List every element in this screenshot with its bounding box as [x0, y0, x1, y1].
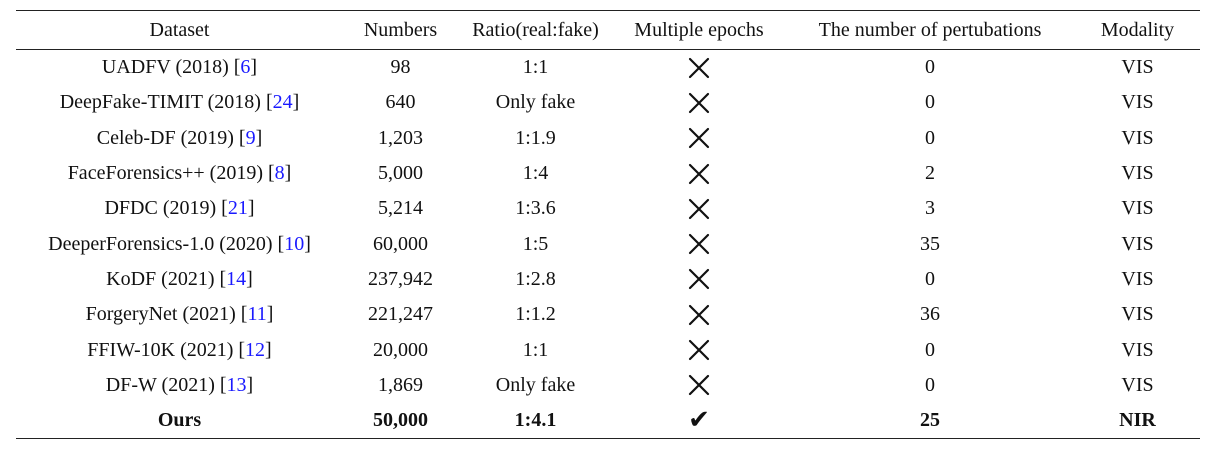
citation-link[interactable]: 6 [240, 56, 251, 79]
dataset-cell [16, 85, 343, 120]
citation-bracket: ] [292, 91, 300, 114]
pertubations-cell: 0 [925, 126, 935, 149]
multiple-epochs-cell [613, 368, 785, 403]
multiple-epochs-cell [613, 121, 785, 156]
table-row [16, 50, 1200, 86]
cross-icon [613, 198, 785, 220]
dataset-name: ForgeryNet (2021) [ [85, 303, 248, 326]
ratio-cell: 1:2.8 [515, 267, 556, 290]
citation-bracket: ] [255, 126, 263, 149]
ratio-cell: 1:3.6 [515, 197, 556, 220]
citation-link[interactable]: 11 [247, 303, 267, 326]
modality-cell: VIS [1121, 197, 1154, 220]
dataset-name: UADFV (2018) [ [101, 56, 241, 79]
dataset-name: FFIW-10K (2021) [ [87, 338, 246, 361]
multiple-epochs-cell [613, 297, 785, 332]
dataset-name: DeepFake-TIMIT (2018) [ [59, 91, 273, 114]
pertubations-cell: 0 [925, 91, 935, 114]
numbers-cell: 20,000 [373, 338, 428, 361]
col-header-ratio: Ratio(real:fake) [458, 11, 613, 50]
multiple-epochs-cell [613, 403, 785, 439]
modality-cell: VIS [1121, 338, 1154, 361]
citation-link[interactable]: 8 [274, 162, 285, 185]
check-icon: ✔ [688, 405, 710, 436]
citation-bracket: ] [246, 267, 253, 290]
modality-cell: VIS [1121, 91, 1154, 114]
modality-cell: VIS [1121, 126, 1154, 149]
multiple-epochs-cell [613, 85, 785, 120]
citation-bracket: ] [284, 162, 292, 185]
modality-cell: VIS [1121, 267, 1154, 290]
col-header-dataset: Dataset [16, 11, 343, 50]
ratio-cell: Only fake [495, 373, 576, 396]
numbers-cell: 60,000 [373, 232, 428, 255]
modality-cell: VIS [1121, 373, 1154, 396]
ratio-cell: 1:1 [522, 56, 549, 79]
dataset-cell [16, 121, 343, 156]
table-row [16, 226, 1200, 261]
dataset-name: DeeperForensics-1.0 (2020) [ [48, 232, 285, 255]
numbers-cell: 237,942 [368, 267, 433, 290]
pertubations-cell: 0 [925, 267, 935, 290]
table-row [16, 368, 1200, 403]
pertubations-cell: 2 [925, 162, 935, 185]
multiple-epochs-cell [613, 332, 785, 367]
numbers-cell: 1,869 [378, 373, 423, 396]
cross-icon [613, 57, 785, 79]
col-header-modality: Modality [1075, 11, 1200, 50]
table-body [16, 50, 1200, 439]
dataset-name: KoDF (2021) [ [106, 267, 227, 290]
citation-link[interactable]: 14 [226, 267, 247, 290]
table-row [16, 85, 1200, 120]
pertubations-cell: 0 [925, 373, 935, 396]
multiple-epochs-cell [613, 191, 785, 226]
dataset-name: FaceForensics++ (2019) [ [67, 162, 275, 185]
multiple-epochs-cell [613, 156, 785, 191]
col-header-numbers: Numbers [343, 11, 458, 50]
dataset-cell [16, 262, 343, 297]
citation-bracket: ] [266, 303, 274, 326]
citation-link[interactable]: 21 [227, 197, 248, 220]
citation-bracket: ] [250, 56, 258, 79]
citation-link[interactable]: 13 [226, 373, 247, 396]
ratio-cell: 1:4.1 [458, 403, 613, 439]
numbers-cell: 98 [390, 56, 411, 79]
numbers-cell: 1,203 [378, 126, 423, 149]
pertubations-cell: 36 [920, 303, 940, 326]
citation-link[interactable]: 9 [245, 126, 256, 149]
pertubations-cell: 25 [785, 403, 1075, 439]
citation-bracket: ] [247, 197, 255, 220]
cross-icon [613, 339, 785, 361]
dataset-cell [16, 191, 343, 226]
numbers-cell: 221,247 [368, 303, 433, 326]
dataset-cell [16, 368, 343, 403]
modality-cell: VIS [1121, 162, 1154, 185]
modality-cell: VIS [1121, 232, 1154, 255]
modality-cell: VIS [1121, 56, 1154, 79]
dataset-comparison-table [16, 10, 1200, 439]
dataset-cell [16, 50, 343, 86]
numbers-cell: 5,000 [378, 162, 423, 185]
multiple-epochs-cell [613, 50, 785, 86]
cross-icon [613, 268, 785, 290]
ratio-cell: 1:4 [522, 162, 549, 185]
pertubations-cell: 3 [925, 197, 935, 220]
dataset-name: Celeb-DF (2019) [ [96, 126, 246, 149]
ratio-cell: 1:1 [522, 338, 549, 361]
table-row [16, 403, 1200, 439]
col-header-multiple-epochs: Multiple epochs [613, 11, 785, 50]
ratio-cell: 1:1.2 [515, 303, 556, 326]
cross-icon [613, 127, 785, 149]
modality-cell: NIR [1075, 403, 1200, 439]
pertubations-cell: 0 [925, 56, 935, 79]
pertubations-cell: 0 [925, 338, 935, 361]
cross-icon [613, 374, 785, 396]
dataset-name: DF-W (2021) [ [105, 373, 227, 396]
cross-icon [613, 163, 785, 185]
col-header-pertubations: The number of pertubations [785, 11, 1075, 50]
citation-link[interactable]: 12 [245, 338, 266, 361]
citation-bracket: ] [246, 373, 254, 396]
numbers-cell: 640 [385, 91, 416, 114]
modality-cell: VIS [1121, 303, 1154, 326]
ratio-cell: 1:5 [522, 232, 549, 255]
dataset-cell [16, 226, 343, 261]
numbers-cell: 50,000 [343, 403, 458, 439]
cross-icon [613, 304, 785, 326]
table-row [16, 191, 1200, 226]
dataset-cell [16, 332, 343, 367]
dataset-cell [16, 297, 343, 332]
numbers-cell: 5,214 [378, 197, 423, 220]
dataset-cell [16, 156, 343, 191]
table-row [16, 121, 1200, 156]
table-row [16, 156, 1200, 191]
citation-bracket: ] [265, 338, 272, 361]
cross-icon [613, 233, 785, 255]
multiple-epochs-cell [613, 262, 785, 297]
ratio-cell: Only fake [495, 91, 576, 114]
citation-bracket: ] [304, 232, 311, 255]
table-row [16, 297, 1200, 332]
citation-link[interactable]: 10 [284, 232, 305, 255]
multiple-epochs-cell [613, 226, 785, 261]
dataset-cell [16, 403, 343, 439]
pertubations-cell: 35 [920, 232, 940, 255]
table-row [16, 262, 1200, 297]
citation-link[interactable]: 24 [272, 91, 293, 114]
dataset-name: DFDC (2019) [ [104, 197, 228, 220]
table-row [16, 332, 1200, 367]
ratio-cell: 1:1.9 [515, 126, 556, 149]
cross-icon [613, 92, 785, 114]
dataset-name: Ours [157, 409, 202, 432]
header-row [16, 11, 1200, 50]
